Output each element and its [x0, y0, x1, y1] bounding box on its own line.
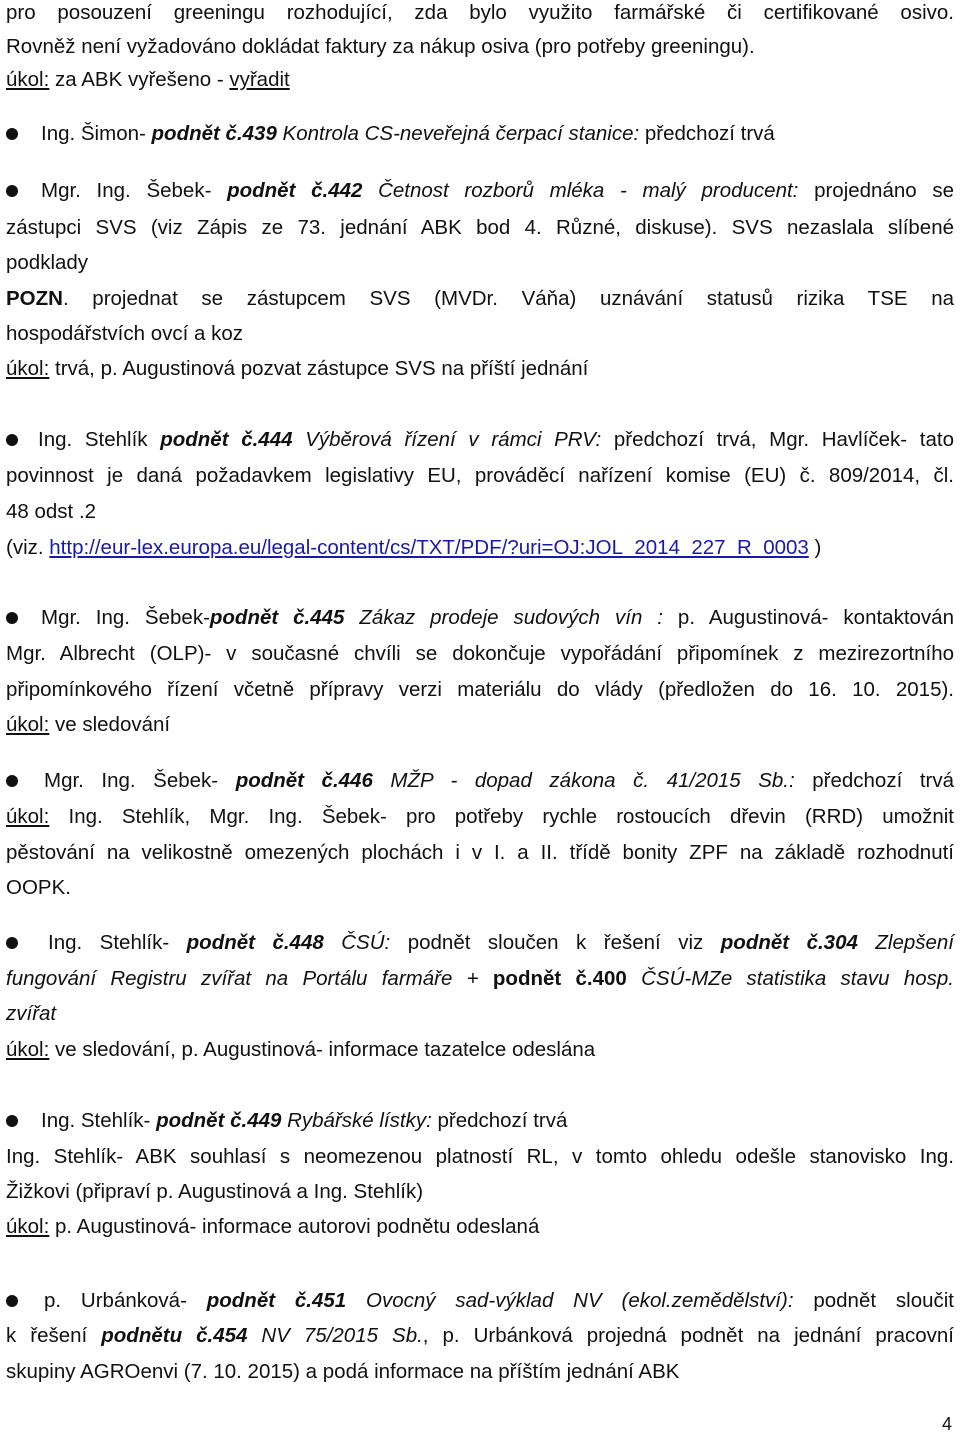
- bullet: [6, 1115, 18, 1127]
- person: Mgr. Ing. Šebek-: [44, 769, 236, 792]
- task-text: Ing. Stehlík, Mgr. Ing. Šebek- pro potřeby rychle rostoucích dřevin (RRD) umožnit: [49, 805, 954, 828]
- item-444-line-4: [6, 535, 954, 561]
- intro-line-1: pro posouzení greeningu rozhodující, zda bylo využito farmářské či certifikované osivo.: [6, 1, 954, 24]
- task-text: ve sledování: [49, 713, 171, 736]
- item-number: podnět č.449: [156, 1109, 282, 1132]
- item-446-line-4: OOPK.: [6, 876, 71, 899]
- item-status: předchozí trvá: [431, 1109, 568, 1132]
- item-number-ref: podnět č.400: [492, 967, 627, 990]
- person: Mgr. Ing. Šebek-: [41, 179, 228, 202]
- ref-text: , p. Urbánková projedná podnět na jednání pracovní: [422, 1324, 954, 1347]
- bullet: [6, 128, 18, 140]
- note-label: POZN: [6, 287, 63, 310]
- ref-text: ČSÚ-MZe statistika stavu hosp.: [626, 967, 954, 990]
- item-445-task: [6, 712, 954, 738]
- item-442-line-2: zástupci SVS (viz Zápis ze 73. jednání ABK bod 4. Různé, diskuse). SVS nezaslala slíbené: [6, 216, 954, 239]
- bullet: [6, 937, 18, 949]
- item-number: podnět č.444: [160, 428, 293, 451]
- item-442-line-5: hospodářstvích ovcí a koz: [6, 322, 244, 345]
- item-448-task: [6, 1037, 954, 1063]
- task-label: úkol:: [6, 357, 50, 380]
- task-label: úkol:: [6, 805, 50, 828]
- bullet: [6, 1295, 18, 1307]
- eur-lex-link[interactable]: http://eur-lex.europa.eu/legal-content/cs/TXT/PDF/?uri=OJ:JOL_2014_227_R_0003: [49, 536, 809, 559]
- item-442-task: [6, 356, 954, 382]
- item-446-task: [6, 804, 954, 830]
- item-449-task: [6, 1214, 954, 1240]
- item-445-line-2: Mgr. Albrecht (OLP)- v současné chvíli se dokončuje vypořádání připomínek z mezirezortního: [6, 642, 954, 665]
- item-444-line-3: 48 odst .2: [6, 500, 97, 523]
- task-text: ve sledování, p. Augustinová- informace tazatelce odeslána: [49, 1038, 596, 1061]
- item-title-ref: Zlepšení: [857, 931, 954, 954]
- item-title: Ovocný sad-výklad NV (ekol.zemědělství):: [346, 1289, 794, 1312]
- item-status: podnět sloučen k řešení viz: [390, 931, 721, 954]
- link-suffix: ): [808, 536, 822, 559]
- item-446-heading: [44, 768, 954, 794]
- item-445-line-3: připomínkového řízení včetně přípravy verzi materiálu do vlády (předložen do 16. 10. 2015).: [6, 678, 954, 701]
- task-text: trvá, p. Augustinová pozvat zástupce SVS na příští jednání: [49, 357, 589, 380]
- item-444-line-2: povinnost je daná požadavkem legislativy EU, prováděcí nařízení komise (EU) č. 809/2014, čl.: [6, 464, 954, 487]
- item-451-line-2: [6, 1323, 954, 1349]
- person: Mgr. Ing. Šebek-: [41, 606, 210, 629]
- bullet: [6, 434, 18, 446]
- ref-text: zvířat: [6, 1002, 57, 1025]
- item-448-heading: [48, 930, 954, 956]
- note-text: . projednat se zástupcem SVS (MVDr. Váňa) uznávání statusů rizika TSE na: [62, 287, 954, 310]
- item-number: podnět č.439: [151, 122, 277, 145]
- intro-line-2: Rovněž není vyžadováno dokládat faktury za nákup osiva (pro potřeby greeningu).: [6, 35, 755, 58]
- item-451-line-3: skupiny AGROenvi (7. 10. 2015) a podá informace na příštím jednání ABK: [6, 1360, 680, 1383]
- person: Ing. Stehlík-: [41, 1109, 157, 1132]
- ref-text: fungování Registru zvířat na Portálu farmáře +: [6, 967, 493, 990]
- task-label: úkol:: [6, 1038, 50, 1061]
- item-number-ref: podnět č.304: [720, 931, 858, 954]
- item-title: MŽP - dopad zákona č. 41/2015 Sb.:: [372, 769, 795, 792]
- item-title: Rybářské lístky:: [281, 1109, 432, 1132]
- item-status: předchozí trvá: [639, 122, 775, 145]
- item-442-heading: [41, 178, 954, 204]
- item-448-line-2: [6, 966, 954, 992]
- page-number: 4: [941, 1414, 952, 1434]
- person: Ing. Stehlík: [38, 428, 161, 451]
- task-link-text: vyřadit: [229, 68, 290, 91]
- item-444-heading: [38, 427, 954, 453]
- item-status: projednáno se: [798, 179, 954, 202]
- task-label: úkol:: [6, 1215, 50, 1238]
- person: Ing. Šimon-: [41, 122, 152, 145]
- item-status: p. Augustinová- kontaktován: [663, 606, 954, 629]
- item-446-line-3: pěstování na velikostně omezených plochách i v I. a II. třídě bonity ZPF na základě rozhodnutí: [6, 841, 954, 864]
- item-number: podnět č.448: [186, 931, 324, 954]
- intro-task: [6, 67, 954, 93]
- link-prefix: (viz.: [6, 536, 50, 559]
- item-title: Zákaz prodeje sudových vín :: [344, 606, 663, 629]
- item-451-heading: [44, 1288, 954, 1314]
- item-status: předchozí trvá, Mgr. Havlíček- tato: [601, 428, 954, 451]
- item-number-ref: podnětu č.454: [101, 1324, 248, 1347]
- item-number: podnět č.442: [227, 179, 363, 202]
- item-number: podnět č.451: [206, 1289, 347, 1312]
- item-449-heading: [41, 1108, 954, 1134]
- item-442-line-3: podklady: [6, 251, 89, 274]
- item-449-line-2: Ing. Stehlík- ABK souhlasí s neomezenou platností RL, v tomto ohledu odešle stanovisko Ing.: [6, 1145, 954, 1168]
- bullet: [6, 775, 18, 787]
- person: p. Urbánková-: [44, 1289, 207, 1312]
- item-number: podnět č.445: [209, 606, 345, 629]
- item-title: Četnost rozborů mléka - malý producent:: [362, 179, 799, 202]
- item-439-heading: [41, 121, 954, 147]
- bullet: [6, 612, 18, 624]
- item-448-line-3: [6, 1001, 954, 1027]
- ref-text: NV 75/2015 Sb.: [247, 1324, 423, 1347]
- bullet: [6, 185, 18, 197]
- item-title: ČSÚ:: [323, 931, 391, 954]
- item-449-line-3: Žižkovi (připraví p. Augustinová a Ing. Stehlík): [6, 1180, 424, 1203]
- task-label: úkol:: [6, 68, 50, 91]
- item-status: předchozí trvá: [794, 769, 955, 792]
- item-title: Výběrová řízení v rámci PRV:: [292, 428, 602, 451]
- person: Ing. Stehlík-: [48, 931, 187, 954]
- item-445-heading: [41, 605, 954, 631]
- ref-text: k řešení: [6, 1324, 102, 1347]
- item-number: podnět č.446: [235, 769, 373, 792]
- item-status: podnět sloučit: [793, 1289, 954, 1312]
- task-label: úkol:: [6, 713, 50, 736]
- task-text: za ABK vyřešeno -: [49, 68, 230, 91]
- item-title: Kontrola CS-neveřejná čerpací stanice:: [276, 122, 640, 145]
- item-442-note: [6, 286, 954, 312]
- task-text: p. Augustinová- informace autorovi podnětu odeslaná: [49, 1215, 540, 1238]
